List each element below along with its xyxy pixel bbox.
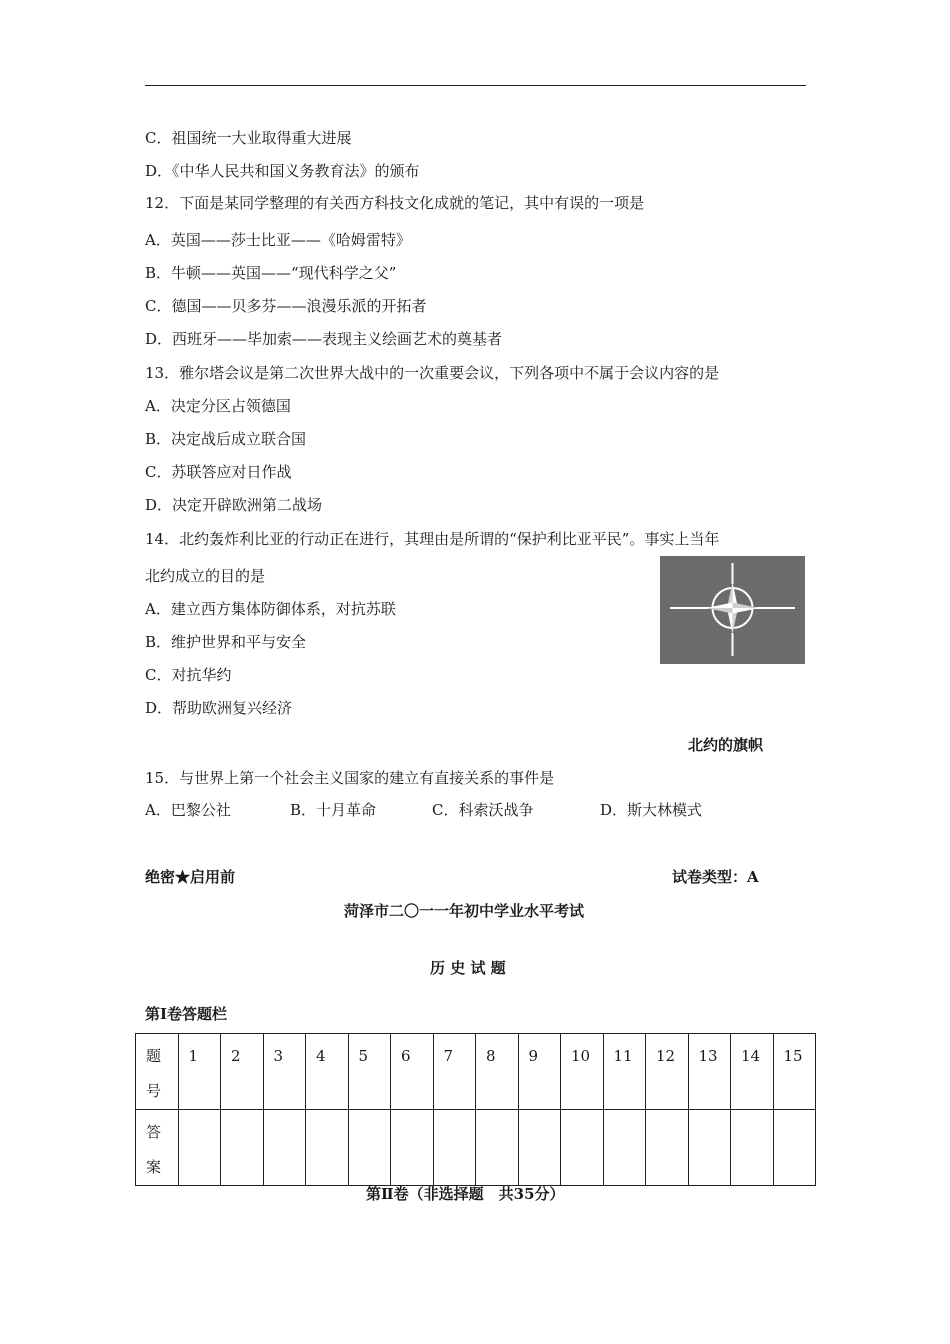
question-number-cell: 2 (221, 1034, 264, 1110)
q12-stem: 12．下面是某同学整理的有关西方科技文化成就的笔记，其中有误的一项是 (145, 194, 645, 212)
question-number-cell: 14 (731, 1034, 774, 1110)
q15-option-c: C．科索沃战争 (432, 801, 534, 819)
answer-cell[interactable] (561, 1110, 604, 1186)
answer-cell[interactable] (603, 1110, 646, 1186)
secret-label: 绝密★启用前 (145, 868, 236, 886)
question-number-cell: 3 (263, 1034, 306, 1110)
answer-cell[interactable] (391, 1110, 434, 1186)
answer-cell[interactable] (476, 1110, 519, 1186)
nato-compass-star-icon (660, 556, 805, 664)
answer-cell[interactable] (646, 1110, 689, 1186)
nato-flag-caption: 北约的旗帜 (688, 736, 764, 754)
answer-cell[interactable] (433, 1110, 476, 1186)
q15-option-b: B．十月革命 (290, 801, 377, 819)
q15-option-a: A．巴黎公社 (145, 801, 231, 819)
question-number-cell: 4 (306, 1034, 349, 1110)
answer-cell[interactable] (306, 1110, 349, 1186)
q13-stem: 13．雅尔塔会议是第二次世界大战中的一次重要会议，下列各项中不属于会议内容的是 (145, 364, 720, 382)
q14-option-c: C．对抗华约 (145, 666, 232, 684)
question-number-cell: 6 (391, 1034, 434, 1110)
question-number-cell: 10 (561, 1034, 604, 1110)
q13-option-c: C．苏联答应对日作战 (145, 463, 292, 481)
q13-option-b: B．决定战后成立联合国 (145, 430, 307, 448)
question-number-header: 题号 (136, 1034, 179, 1110)
q14-option-d: D．帮助欧洲复兴经济 (145, 699, 293, 717)
answer-cell[interactable] (348, 1110, 391, 1186)
answer-cell[interactable] (773, 1110, 816, 1186)
part1-answer-label: 第Ⅰ卷答题栏 (145, 1005, 228, 1023)
q12-option-d: D．西班牙——毕加索——表现主义绘画艺术的奠基者 (145, 330, 503, 348)
q13-option-d: D．决定开辟欧洲第二战场 (145, 496, 323, 514)
q11-option-c: C．祖国统一大业取得重大进展 (145, 129, 352, 147)
q13-option-a: A．决定分区占领德国 (145, 397, 291, 415)
q12-option-c: C．德国——贝多芬——浪漫乐派的开拓者 (145, 297, 427, 315)
q14-option-a: A．建立西方集体防御体系，对抗苏联 (145, 600, 396, 618)
q11-option-d: D．《中华人民共和国义务教育法》的颁布 (145, 162, 420, 180)
answer-cell[interactable] (178, 1110, 221, 1186)
q14-option-b: B．维护世界和平与安全 (145, 633, 307, 651)
answer-table (135, 1033, 816, 1186)
q12-option-a: A．英国——莎士比亚——《哈姆雷特》 (145, 231, 411, 249)
question-number-cell: 15 (773, 1034, 816, 1110)
question-number-cell: 11 (603, 1034, 646, 1110)
q15-stem: 15．与世界上第一个社会主义国家的建立有直接关系的事件是 (145, 769, 555, 787)
answer-table-number-row (136, 1034, 816, 1110)
answer-table-answer-row (136, 1110, 816, 1186)
question-number-cell: 13 (688, 1034, 731, 1110)
question-number-cell: 8 (476, 1034, 519, 1110)
question-number-cell: 9 (518, 1034, 561, 1110)
exam-subject: 历 史 试 题 (430, 959, 506, 977)
q15-option-d: D．斯大林模式 (600, 801, 703, 819)
q14-stem-line2: 北约成立的目的是 (145, 567, 266, 585)
answer-header: 答案 (136, 1110, 179, 1186)
question-number-cell: 1 (178, 1034, 221, 1110)
question-number-cell: 12 (646, 1034, 689, 1110)
exam-title: 菏泽市二〇一一年初中学业水平考试 (344, 902, 585, 920)
exam-type-label: 试卷类型：A (672, 868, 759, 886)
nato-flag-image (660, 556, 805, 664)
q12-option-b: B．牛顿——英国——“现代科学之父” (145, 264, 397, 282)
answer-cell[interactable] (263, 1110, 306, 1186)
part2-label: 第Ⅱ卷（非选择题 共35分） (366, 1185, 565, 1203)
header-rule (145, 85, 806, 86)
answer-cell[interactable] (518, 1110, 561, 1186)
question-number-cell: 5 (348, 1034, 391, 1110)
answer-cell[interactable] (221, 1110, 264, 1186)
question-number-cell: 7 (433, 1034, 476, 1110)
q14-stem-line1: 14．北约轰炸利比亚的行动正在进行，其理由是所谓的“保护利比亚平民”。事实上当年 (145, 530, 720, 548)
answer-cell[interactable] (688, 1110, 731, 1186)
answer-cell[interactable] (731, 1110, 774, 1186)
